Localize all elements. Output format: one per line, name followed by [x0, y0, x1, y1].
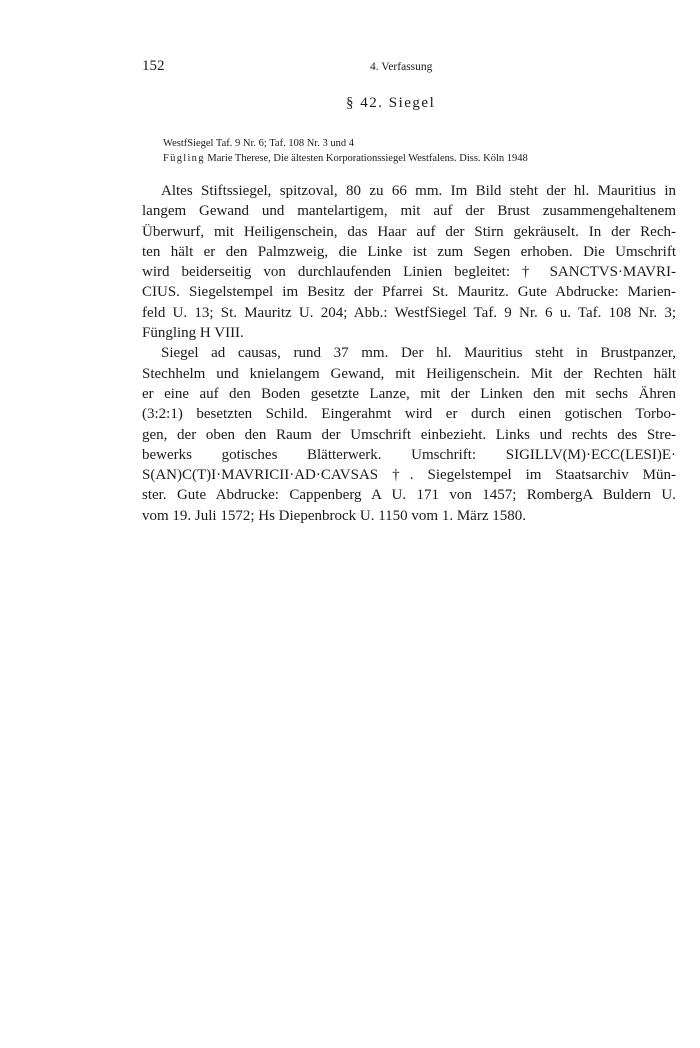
text-line: bewerks gotisches Blätterwerk. Umschrift: SIGILLV(M)·ECC(LESI)E·: [142, 446, 676, 463]
section-title: § 42. Siegel: [346, 95, 436, 111]
text-line: ten hält er den Palmzweig, die Linke ist zum Segen erhoben. Die Umschrift: [142, 243, 676, 260]
body-text: [142, 181, 676, 526]
text-line: vom 19. Juli 1572; Hs Diepenbrock U. 1150 vom 1. März 1580.: [142, 507, 526, 524]
text-line: gen, der oben den Raum der Umschrift einbezieht. Links und rechts des Stre-: [142, 426, 676, 443]
paragraph: [142, 181, 676, 343]
text-line: langem Gewand und mantelartigem, mit auf der Brust zusammengehaltenem: [142, 203, 676, 220]
text-line: feld U. 13; St. Mauritz U. 204; Abb.: WestfSiegel Taf. 9 Nr. 6 u. Taf. 108 Nr. 3;: [142, 304, 676, 321]
text-line: wird beiderseitig von durchlaufenden Linien begleitet: † SANCTVS·MAVRI-: [142, 264, 676, 281]
text-line: Füngling H VIII.: [142, 325, 244, 342]
text-line: S(AN)C(T)I·MAVRICII·AD·CAVSAS †. Siegelstempel im Staatsarchiv Mün-: [142, 467, 676, 484]
paragraph: [142, 343, 676, 526]
text-line: ster. Gute Abdrucke: Cappenberg A U. 171 von 1457; RombergA Buldern U.: [142, 487, 676, 504]
text-line: er eine auf den Boden gesetzte Lanze, mit der Linken den mit sechs Ähren: [142, 385, 676, 402]
text-line: (3:2:1) besetzten Schild. Eingerahmt wird er durch einen gotischen Torbo-: [142, 406, 676, 423]
text-line: CIUS. Siegelstempel im Besitz der Pfarrei St. Mauritz. Gute Abdrucke: Marien-: [142, 284, 676, 301]
text-line: Überwurf, mit Heiligenschein, das Haar auf der Stirn gekräuselt. In der Rech-: [142, 223, 676, 240]
bibliography-entry: [163, 151, 663, 166]
bibliography: [163, 136, 663, 166]
text-line: Altes Stiftssiegel, spitzoval, 80 zu 66 mm. Im Bild steht der hl. Mauritius in: [161, 183, 676, 199]
bibliography-author: Fügling: [163, 153, 205, 164]
bibliography-text: Marie Therese, Die ältesten Korporationssiegel Westfalens. Diss. Köln 1948: [204, 153, 528, 164]
bibliography-entry: WestfSiegel Taf. 9 Nr. 6; Taf. 108 Nr. 3 und 4: [163, 138, 354, 149]
text-line: Stechhelm und knielangem Gewand, mit Heiligenschein. Mit der Rechten hält: [142, 365, 676, 382]
running-head: 4. Verfassung: [370, 61, 433, 73]
page-number: 152: [142, 58, 165, 74]
text-line: Siegel ad causas, rund 37 mm. Der hl. Mauritius steht in Brustpanzer,: [161, 345, 676, 362]
